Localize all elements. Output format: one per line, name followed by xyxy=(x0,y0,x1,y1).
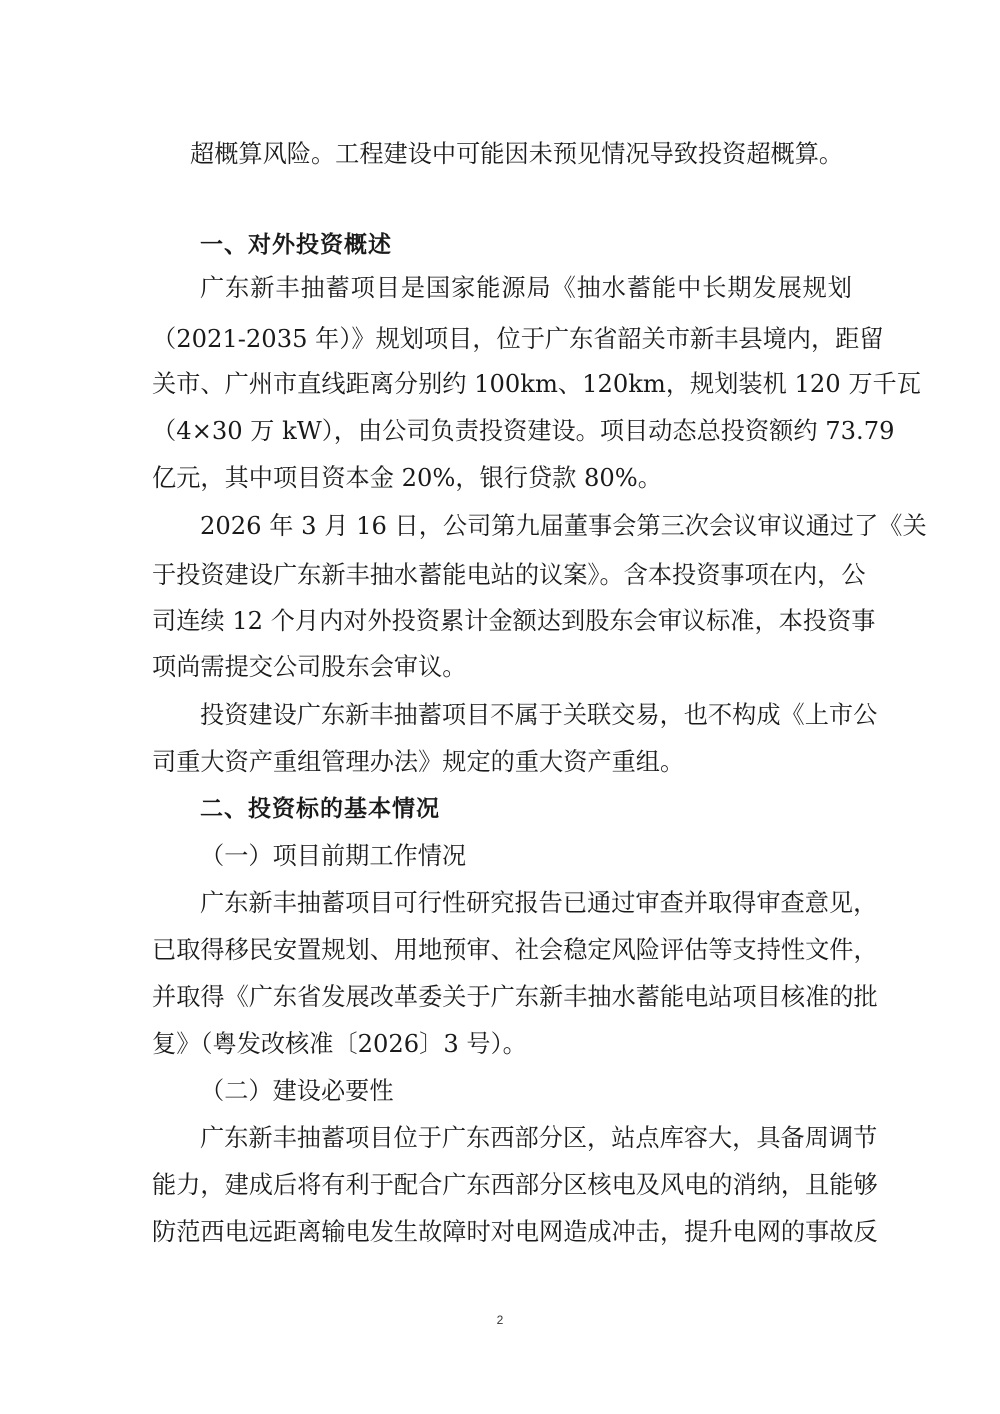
text-line-12: 投资建设广东新丰抽蓄项目不属于关联交易，也不构成《上市公 xyxy=(200,701,878,729)
section-heading-1: 一、对外投资概述 xyxy=(200,232,392,258)
text-line-13: 司重大资产重组管理办法》规定的重大资产重组。 xyxy=(152,748,685,776)
text-line-17: 已取得移民安置规划、用地预审、社会稳定风险评估等支持性文件， xyxy=(152,936,878,964)
text-line-6: （4×30 万 kW），由公司负责投资建设。项目动态总投资额约 73.79 xyxy=(152,417,895,445)
text-line-3: 广东新丰抽蓄项目是国家能源局《抽水蓄能中长期发展规划 xyxy=(200,274,852,302)
text-line-9: 于投资建设广东新丰抽水蓄能电站的议案》。含本投资事项在内，公 xyxy=(152,561,866,589)
text-line-21: 广东新丰抽蓄项目位于广东西部分区，站点库容大，具备周调节 xyxy=(200,1124,878,1152)
text-line-1: 超概算风险。工程建设中可能因未预见情况导致投资超概算。 xyxy=(190,140,844,168)
text-line-7: 亿元，其中项目资本金 20%，银行贷款 80%。 xyxy=(152,464,662,492)
text-line-19: 复》（粤发改核准〔2026〕3 号）。 xyxy=(152,1030,527,1058)
text-line-18: 并取得《广东省发展改革委关于广东新丰抽水蓄能电站项目核准的批 xyxy=(152,983,878,1011)
text-line-8: 2026 年 3 月 16 日，公司第九届董事会第三次会议审议通过了《关 xyxy=(200,512,927,540)
section-heading-2: 二、投资标的基本情况 xyxy=(200,796,440,822)
subsection-heading-2: （二）建设必要性 xyxy=(200,1077,394,1105)
text-line-22: 能力，建成后将有利于配合广东西部分区核电及风电的消纳，且能够 xyxy=(152,1171,878,1199)
text-line-4: （2021-2035 年）》规划项目，位于广东省韶关市新丰县境内，距留 xyxy=(152,325,884,353)
text-line-23: 防范西电远距离输电发生故障时对电网造成冲击，提升电网的事故反 xyxy=(152,1218,878,1246)
text-line-11: 项尚需提交公司股东会审议。 xyxy=(152,653,467,681)
text-line-5: 关市、广州市直线距离分别约 100km、120km，规划装机 120 万千瓦 xyxy=(152,370,921,398)
subsection-heading-1: （一）项目前期工作情况 xyxy=(200,842,467,870)
text-line-16: 广东新丰抽蓄项目可行性研究报告已通过审查并取得审查意见， xyxy=(200,889,878,917)
text-line-10: 司连续 12 个月内对外投资累计金额达到股东会审议标准，本投资事 xyxy=(152,607,876,635)
page-number: 2 xyxy=(496,1313,504,1327)
